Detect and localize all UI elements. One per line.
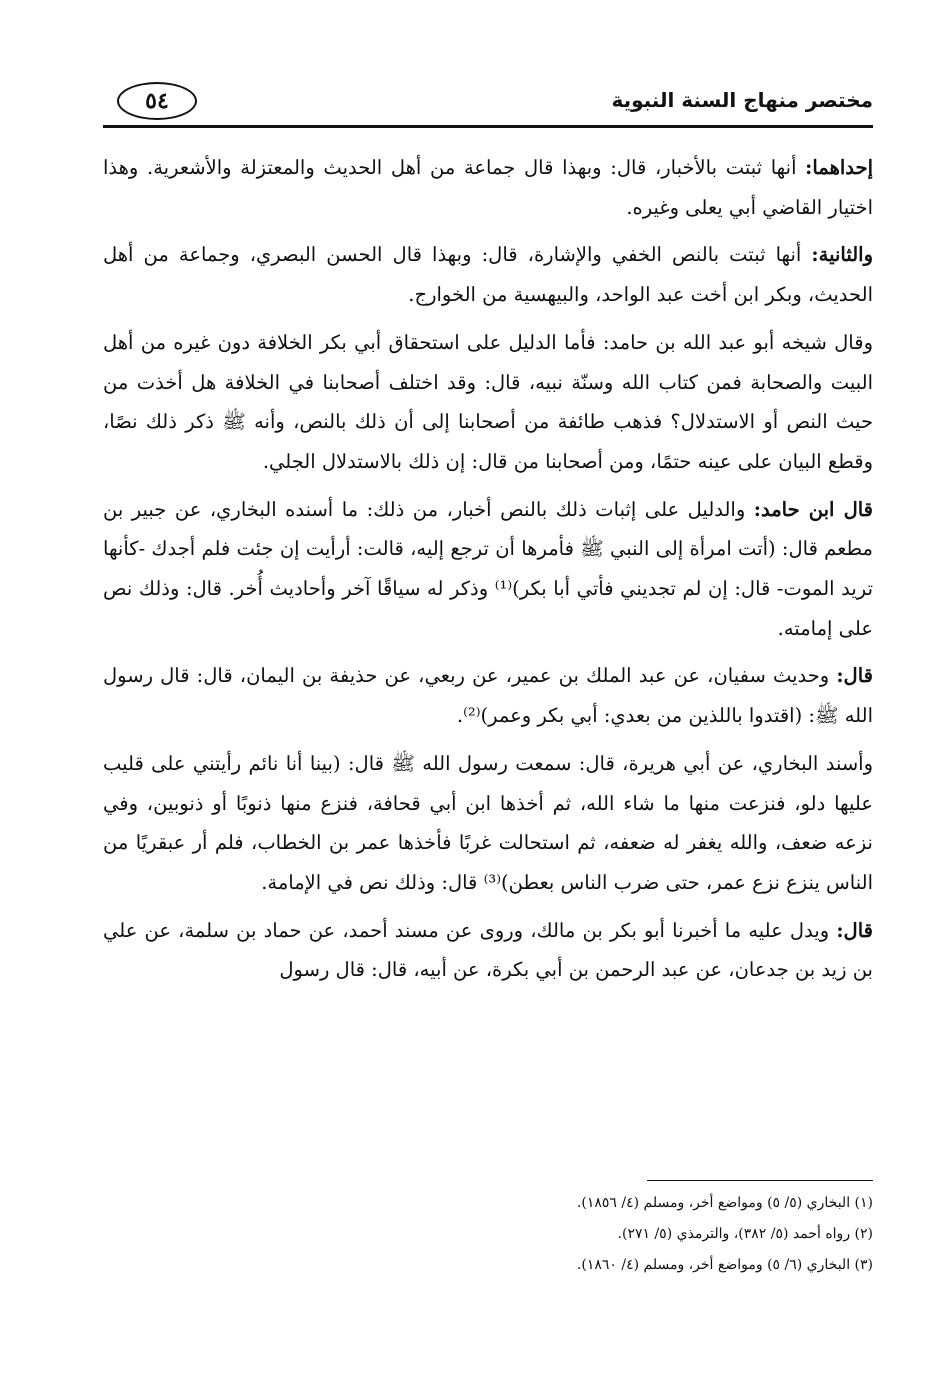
paragraph-lead: قال ابن حامد: <box>753 497 873 521</box>
paragraph-text: وقال شيخه أبو عبد الله بن حامد: فأما الدليل على استحقاق أبي بكر الخلافة دون غيره من أهل البيت والصحابة فمن كتاب الله وسنّة نبيه، قال: وقد اختلف أصحابنا في الخلافة هل أخذت من حيث النص أو الاستدلال؟ فذهب طائفة من أصحابنا إلى أن ذلك بالنص، وأنه ﷺ ذكر ذلك نصًا، وقطع البيان على عينه حتمًا، ومن أصحابنا من قال: إن ذلك بالاستدلال الجلي. <box>103 330 873 473</box>
paragraph <box>103 744 873 903</box>
paragraph-text: والدليل على إثبات ذلك بالنص أخبار، من ذلك: ما أسنده البخاري، عن جبير بن مطعم قال: (أتت امرأة إلى النبي ﷺ فأمرها أن ترجع إليه، قالت: أرأيت إن جئت فلم أجدك -كأنها تريد الموت- قال: إن لم تجديني فأتي أبا بكر)⁽¹⁾ وذكر له سياقًا آخر وأحاديث أُخر. قال: وذلك نص على إمامته. <box>103 497 873 640</box>
running-title: مختصر منهاج السنة النبوية <box>611 88 873 112</box>
page-number: ٥٤ <box>117 82 197 120</box>
footnote-separator <box>647 1180 873 1181</box>
page-header <box>103 80 873 128</box>
paragraph <box>103 656 873 735</box>
paragraph-text: وأسند البخاري، عن أبي هريرة، قال: سمعت رسول الله ﷺ قال: (بينا أنا نائم رأيتني على قليب عليها دلو، فنزعت منها ما شاء الله، ثم أخذها ابن أبي قحافة، فنزع منها ذنوبًا أو ذنوبين، وفي نزعه ضعف، والله يغفر له ضعفه، ثم استحالت غربًا فأخذها عمر بن الخطاب، فلم أر عبقريًا من الناس ينزع نزع عمر، حتى ضرب الناس بعطن)⁽³⁾ قال: وذلك نص في الإمامة. <box>103 751 873 894</box>
footnote: (٣) البخاري (٦/ ٥) ومواضع أخر، ومسلم (٤/ ١٨٦٠). <box>576 1257 873 1273</box>
paragraph <box>103 235 873 314</box>
paragraph-text: أنها ثبتت بالنص الخفي والإشارة، قال: وبهذا قال الحسن البصري، وجماعة من أهل الحديث، وبكر ابن أخت عبد الواحد، والبيهسية من الخوارج. <box>103 243 873 307</box>
main-text <box>103 148 873 998</box>
paragraph-text: ويدل عليه ما أخبرنا أبو بكر بن مالك، وروى عن مسند أحمد، عن حماد بن سلمة، عن علي بن زيد بن جدعان، عن عبد الرحمن بن أبي بكرة، عن أبيه، قال: قال رسول <box>103 918 873 982</box>
paragraph <box>103 323 873 482</box>
paragraph <box>103 911 873 990</box>
footnote: (٢) رواه أحمد (٥/ ٣٨٢)، والترمذي (٥/ ٢٧١). <box>617 1226 873 1242</box>
paragraph-lead: قال: <box>836 664 873 688</box>
paragraph <box>103 490 873 649</box>
footnote: (١) البخاري (٥/ ٥) ومواضع أخر، ومسلم (٤/ ١٨٥٦). <box>576 1195 873 1211</box>
paragraph-lead: قال: <box>836 918 873 942</box>
paragraph-lead: إحداهما: <box>805 156 873 179</box>
paragraph <box>103 148 873 227</box>
paragraph-lead: والثانية: <box>811 243 873 267</box>
paragraph-text: أنها ثبتت بالأخبار، قال: وبهذا قال جماعة من أهل الحديث والمعتزلة والأشعرية. وهذا اختيار القاضي أبي يعلى وغيره. <box>103 156 873 219</box>
header-rule <box>103 125 873 128</box>
paragraph-text: وحديث سفيان، عن عبد الملك بن عمير، عن ربعي، عن حذيفة بن اليمان، قال: قال رسول الله ﷺ: (اقتدوا باللذين من بعدي: أبي بكر وعمر)⁽²⁾. <box>103 664 873 728</box>
footnotes <box>313 1188 873 1281</box>
